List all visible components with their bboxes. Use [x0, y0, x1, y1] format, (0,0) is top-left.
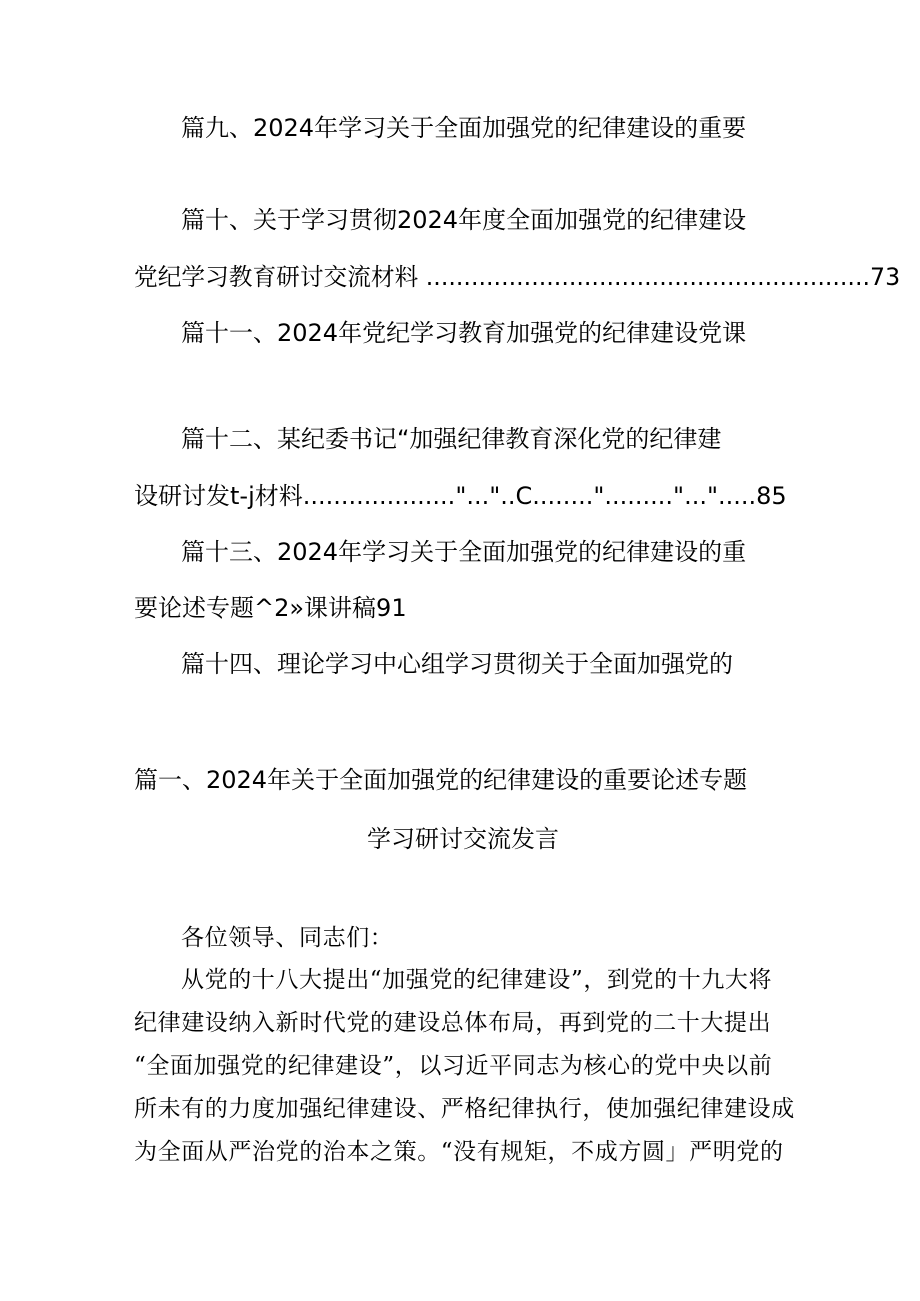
paragraph-line: 纪律建设纳入新时代党的建设总体布局，再到党的二十大提出	[134, 1010, 772, 1036]
toc-item-10-line-1: 篇十、关于学习贯彻2024年度全面加强党的纪律建设	[181, 206, 747, 234]
article-title-line-2: 学习研讨交流发言	[367, 825, 559, 853]
toc-item-13-line-1: 篇十三、2024年学习关于全面加强党的纪律建设的重	[181, 538, 747, 566]
paragraph-line: 所未有的力度加强纪律建设、严格纪律执行，使加强纪律建设成	[134, 1096, 795, 1122]
toc-item-10-line-2: 党纪学习教育研讨交流材料 ...........................................................73	[134, 263, 901, 291]
toc-item-12-line-1: 篇十二、某纪委书记“加强纪律教育深化党的纪律建	[181, 425, 722, 453]
toc-item-9: 篇九、2024年学习关于全面加强党的纪律建设的重要	[181, 114, 747, 142]
toc-item-14: 篇十四、理论学习中心组学习贯彻关于全面加强党的	[181, 650, 733, 678]
paragraph-line: 从党的十八大提出“加强党的纪律建设”，到党的十九大将	[181, 967, 773, 993]
salutation: 各位领导、同志们：	[181, 925, 394, 951]
toc-item-13-line-2: 要论述专题^2»课讲稿91	[134, 594, 407, 622]
article-title-line-1: 篇一、2024年关于全面加强党的纪律建设的重要论述专题	[134, 766, 748, 794]
paragraph-line: 为全面从严治党的治本之策。“没有规矩，不成方圆」严明党的	[134, 1139, 784, 1165]
toc-item-11: 篇十一、2024年党纪学习教育加强党的纪律建设党课	[181, 319, 747, 347]
paragraph-line: “全面加强党的纪律建设”，以习近平同志为核心的党中央以前	[134, 1053, 773, 1079]
toc-item-12-line-2: 设研讨发t-j材料...................."..."..C........"........."...".....85	[134, 482, 787, 510]
